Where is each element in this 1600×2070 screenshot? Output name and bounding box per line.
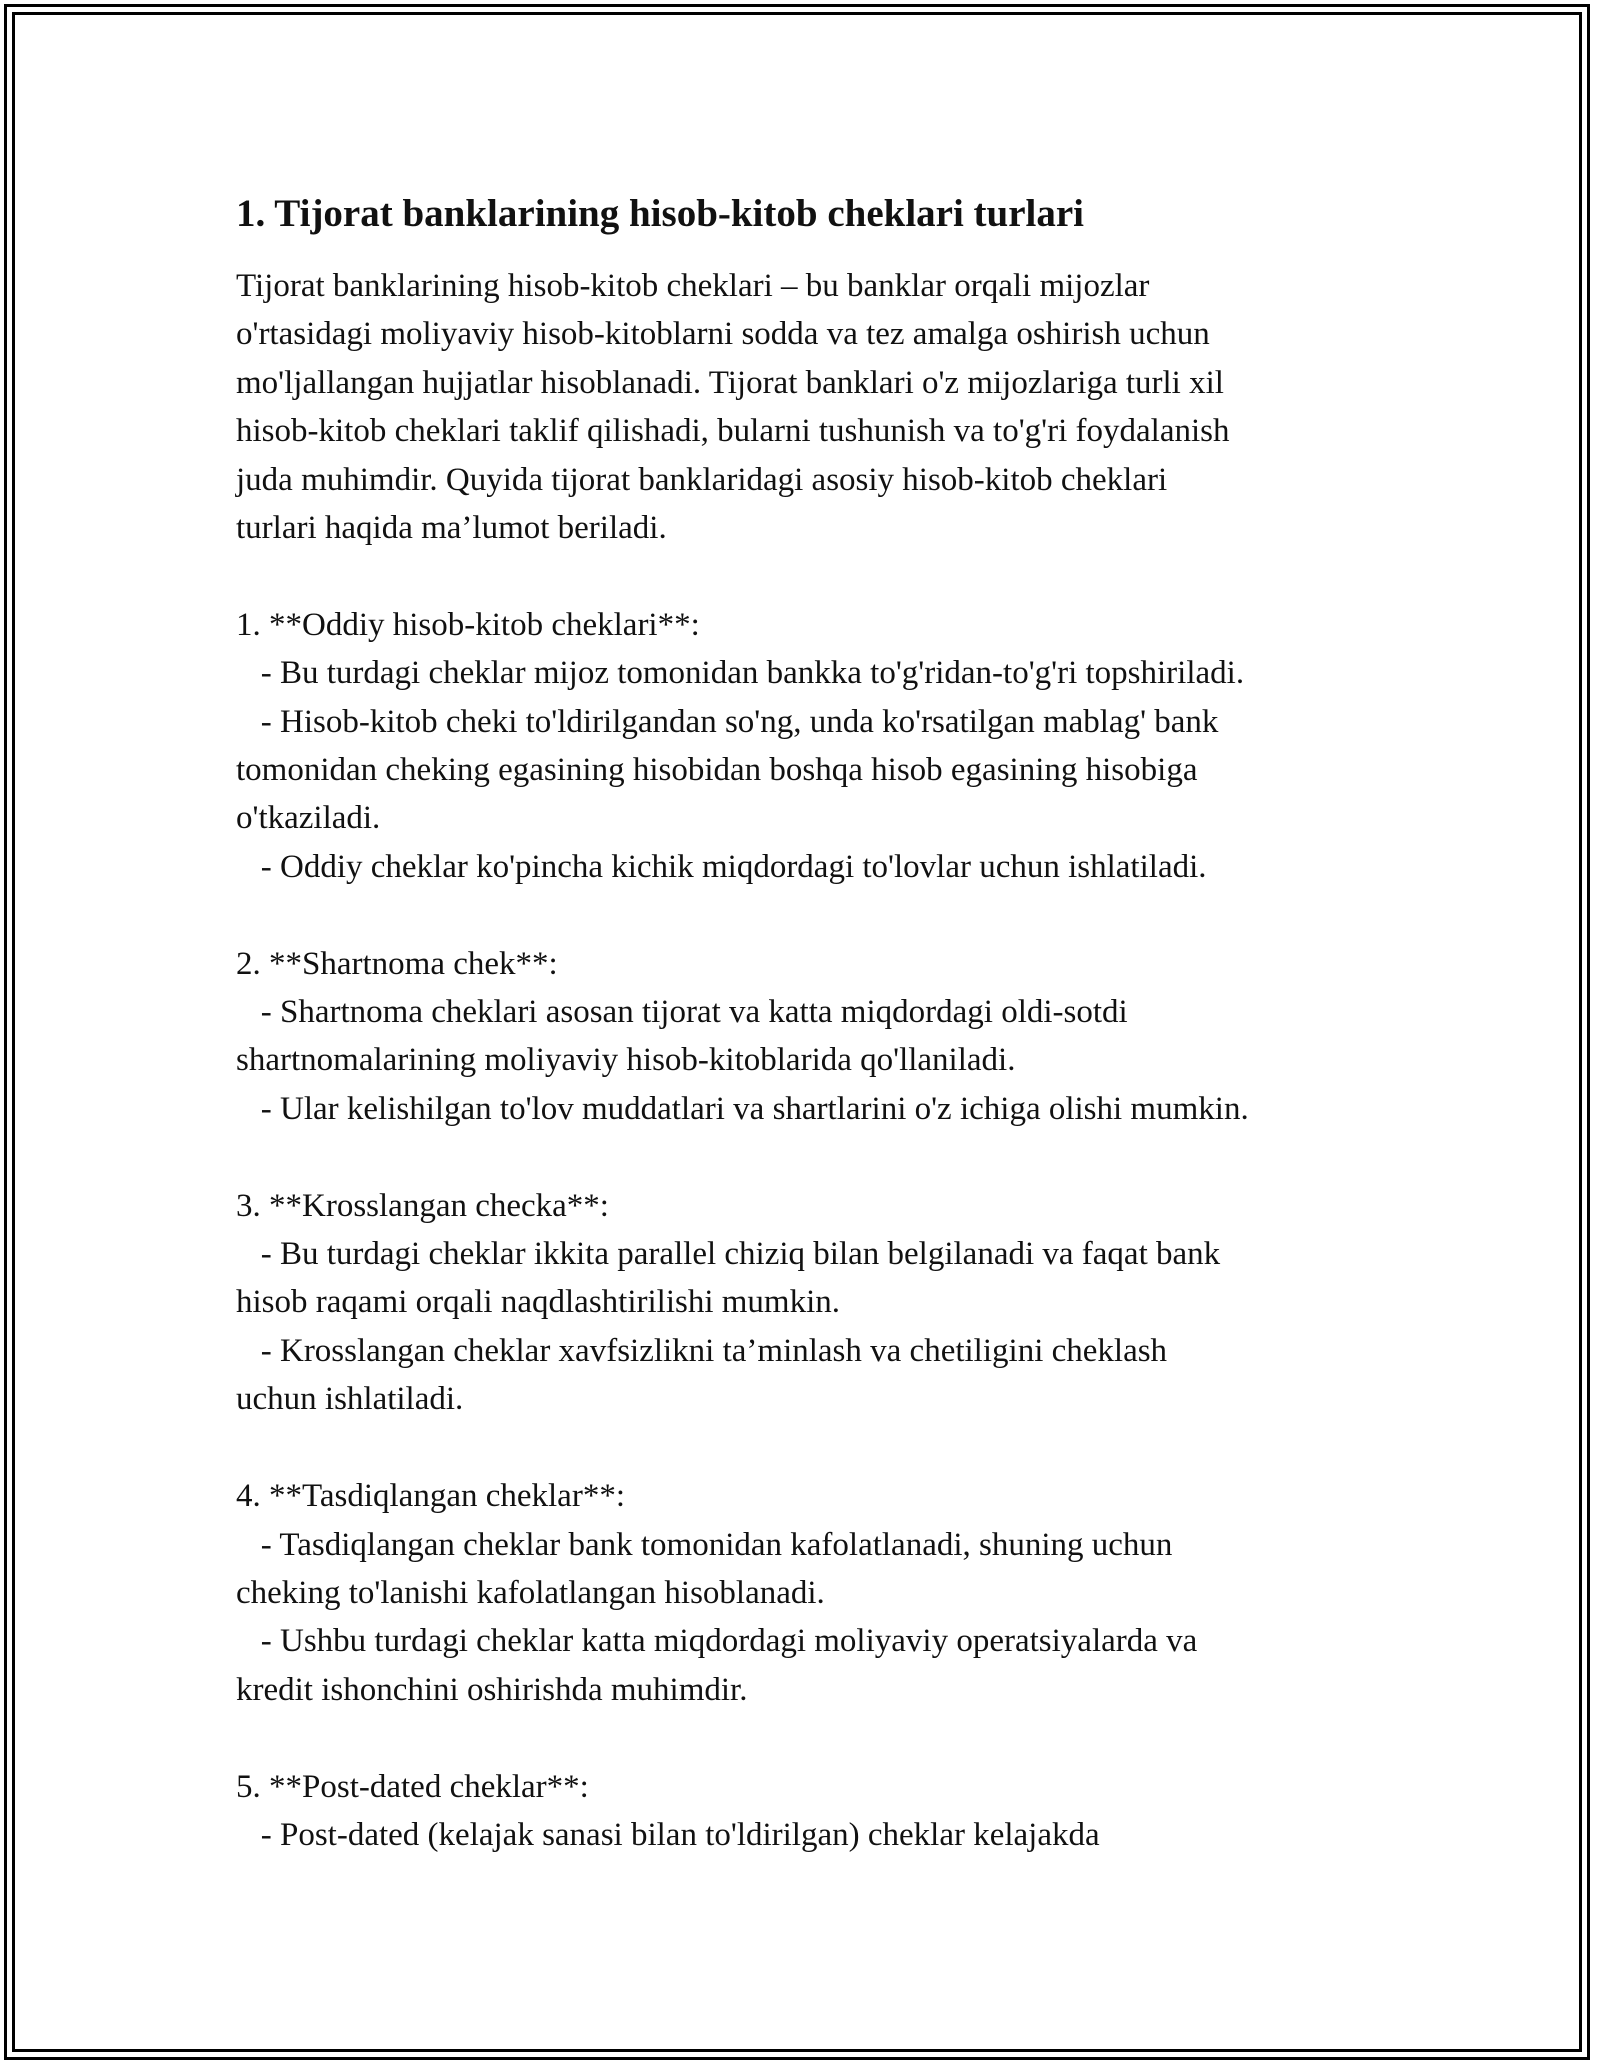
section-item: - Ushbu turdagi cheklar katta miqdordagi moliyaviy operatsiyalarda va kredit ishonchini oshirishda muhimdir. [236,1623,1198,1708]
section-item: - Tasdiqlangan cheklar bank tomonidan kafolatlanadi, shuning uchun cheking to'lanishi kafolatlangan hisoblanadi. [236,1526,1173,1611]
section-item: - Hisob-kitob cheki to'ldirilgandan so'ng, unda ko'rsatilgan mablag' bank tomonidan cheking egasining hisobidan boshqa hisob egasining hisobiga o'tkaziladi. [236,703,1219,837]
paragraph-spacer [236,1133,1376,1181]
section-oddiy-cheklar [236,601,1376,891]
section-item: - Post-dated (kelajak sanasi bilan to'ldirilgan) cheklar kelajakda [236,1816,1100,1853]
section-krosslangan-checka [236,1182,1376,1424]
intro-paragraph: Tijorat banklarining hisob-kitob cheklari – bu banklar orqali mijozlar o'rtasidagi moliyaviy hisob-kitoblarni sodda va tez amalga oshirish uchun mo'ljallangan hujjatlar hisoblanadi. Tijorat banklari o'z mijozlariga turli xil hisob-kitob cheklari taklif qilishadi, bularni tushunish va to'g'ri foydalanish juda muhimdir. Quyida tijorat banklaridagi asosiy hisob-kitob cheklari turlari haqida ma’lumot beriladi. [236,268,1230,547]
section-heading: 1. **Oddiy hisob-kitob cheklari**: [236,606,700,643]
section-heading: 5. **Post-dated cheklar**: [236,1768,589,1805]
section-tasdiqlangan-cheklar [236,1472,1376,1714]
section-post-dated-cheklar [236,1763,1376,1860]
section-item: - Krosslangan cheklar xavfsizlikni ta’minlash va chetiligini cheklash uchun ishlatiladi. [236,1332,1168,1418]
section-heading: 3. **Krosslangan checka**: [236,1187,609,1224]
section-heading: 4. **Tasdiqlangan cheklar**: [236,1478,625,1515]
document-title: 1. Tijorat banklarining hisob-kitob cheklari turlari [236,192,1085,235]
section-item: - Ular kelishilgan to'lov muddatlari va shartlarini o'z ichiga olishi mumkin. [236,1090,1249,1127]
section-item: - Oddiy cheklar ko'pincha kichik miqdordagi to'lovlar uchun ishlatiladi. [236,848,1207,885]
paragraph-spacer [236,1424,1376,1472]
section-item: - Shartnoma cheklari asosan tijorat va katta miqdordagi oldi-sotdi shartnomalarining moliyaviy hisob-kitoblarida qo'llaniladi. [236,994,1128,1079]
section-item: - Bu turdagi cheklar ikkita parallel chiziq bilan belgilanadi va faqat bank hisob raqami orqali naqdlashtirilishi mumkin. [236,1236,1221,1321]
section-item: - Bu turdagi cheklar mijoz tomonidan bankka to'g'ridan-to'g'ri topshiriladi. [236,655,1245,692]
paragraph-spacer [236,1714,1376,1762]
paragraph-spacer [236,891,1376,939]
document-body [236,188,1376,1859]
section-shartnoma-chek [236,940,1376,1134]
section-heading: 2. **Shartnoma chek**: [236,945,558,982]
paragraph-spacer [236,552,1376,600]
